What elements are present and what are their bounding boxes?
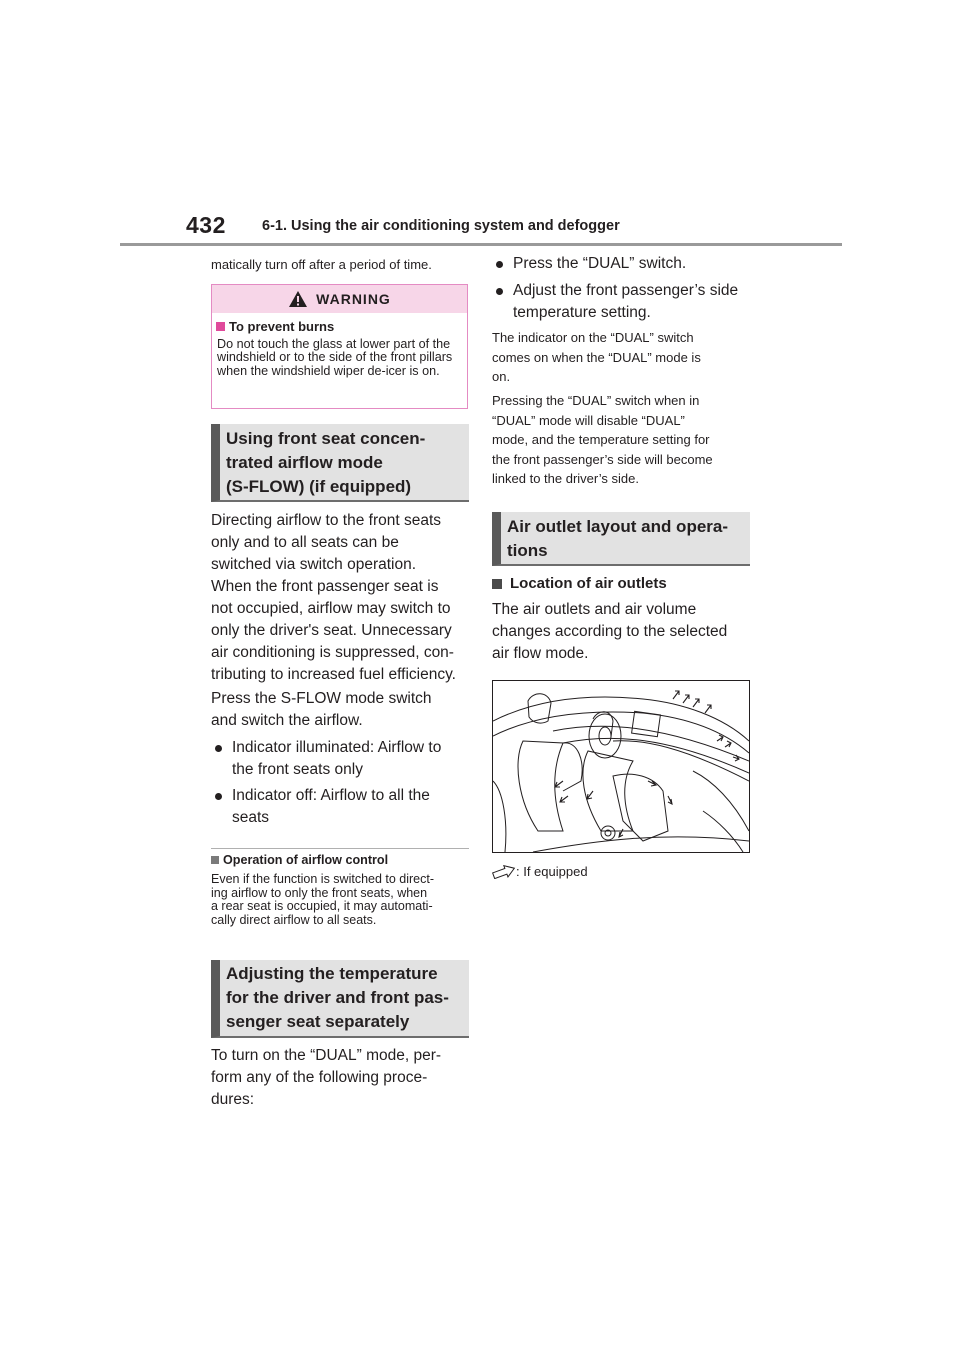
text-line: cally direct airflow to all seats.: [211, 912, 377, 927]
text-line: air conditioning is suppressed, con-: [211, 644, 454, 661]
sflow-bullet-2: [211, 785, 471, 829]
text-line: When the front passenger seat is: [211, 578, 439, 595]
text-line: mode, and the temperature setting for: [492, 432, 710, 447]
text-line: seats: [232, 809, 270, 826]
text-line: comes on when the “DUAL” mode is: [492, 349, 701, 365]
heading-line: tions: [507, 541, 548, 560]
text-line: Adjust the front passenger’s side: [513, 282, 739, 299]
dual-bullet-1: [492, 253, 752, 275]
text-line: Pressing the “DUAL” switch when in: [492, 393, 700, 408]
text-line: and switch the airflow.: [211, 712, 363, 729]
text-line: air flow mode.: [492, 645, 589, 662]
text-line: the front seats only: [232, 761, 363, 778]
car-interior-illustration: [493, 681, 749, 852]
text-line: switched via switch operation.: [211, 556, 417, 573]
text-line: The air outlets and air volume: [492, 601, 697, 618]
outlined-arrow-icon: [492, 865, 516, 879]
legend: [492, 864, 588, 879]
text-line: Indicator off: Airflow to all the: [232, 787, 430, 804]
text-line: tributing to increased fuel efficiency.: [211, 666, 456, 683]
heading-line: senger seat separately: [226, 1012, 410, 1031]
sflow-paragraph-1: [211, 510, 471, 686]
text-line: a rear seat is occupied, it may automati-: [211, 899, 433, 914]
text-line: not occupied, airflow may switch to: [211, 600, 451, 617]
note-body: [211, 873, 471, 927]
dark-square-icon: [492, 579, 502, 589]
location-heading-text: Location of air outlets: [510, 575, 667, 592]
dual-bullet-2: [492, 280, 752, 324]
intro-text: matically turn off after a period of time.: [211, 257, 432, 272]
note-heading: [211, 853, 471, 867]
outlet-heading: [492, 512, 750, 566]
warning-body: Do not touch the glass at lower part of the windshield or to the side of the front pillars when the windshield wiper de-icer is on.: [217, 337, 453, 378]
text-line: Press the “DUAL” switch.: [513, 255, 687, 272]
note-rule: [211, 848, 469, 849]
heading-line: for the driver and front pas-: [226, 988, 449, 1007]
dual-paragraph: [211, 1045, 471, 1111]
bullet-icon: [496, 288, 503, 295]
text-line: Directing airflow to the front seats: [211, 512, 442, 529]
text-line: Even if the function is switched to direct-: [211, 872, 435, 886]
location-paragraph: [492, 599, 752, 665]
heading-line: trated airflow mode: [226, 453, 383, 472]
text-line: on.: [492, 369, 511, 384]
page-number: 432: [186, 212, 226, 238]
text-line: linked to the driver’s side.: [492, 471, 639, 486]
sflow-paragraph-2: [211, 688, 471, 732]
warning-subheading-text: To prevent burns: [229, 319, 335, 334]
bullet-icon: [215, 793, 222, 800]
text-line: The indicator on the “DUAL” switch: [492, 330, 694, 345]
bullet-icon: [496, 261, 503, 268]
text-line: changes according to the selected: [492, 623, 728, 640]
heading-line: Air outlet layout and opera-: [507, 517, 729, 536]
warning-box: [211, 284, 468, 409]
warning-subheading: [216, 319, 467, 334]
dual-heading: [211, 960, 469, 1038]
pink-square-icon: [216, 322, 225, 331]
legend-text: : If equipped: [516, 864, 588, 879]
dual-note-1: [492, 328, 752, 387]
text-line: temperature setting.: [513, 304, 651, 321]
bullet-icon: [215, 745, 222, 752]
text-line: dures:: [211, 1091, 255, 1108]
dual-note-2: [492, 391, 752, 489]
location-heading: [492, 575, 752, 592]
text-line: the front passenger’s side will become: [492, 451, 713, 467]
section-title: 6-1. Using the air conditioning system and defogger: [262, 218, 620, 234]
text-line: Indicator illuminated: Airflow to: [232, 739, 442, 756]
text-line: Press the S-FLOW mode switch: [211, 690, 432, 707]
text-line: form any of the following proce-: [211, 1069, 428, 1086]
sflow-bullet-1: [211, 737, 471, 781]
header-rule: [120, 243, 842, 246]
heading-line: Adjusting the temperature: [226, 964, 438, 983]
gray-square-icon: [211, 856, 219, 864]
heading-line: Using front seat concen-: [226, 429, 426, 448]
warning-icon: [288, 290, 308, 308]
warning-header: [212, 285, 467, 313]
sflow-heading: [211, 424, 469, 502]
text-line: To turn on the “DUAL” mode, per-: [211, 1047, 442, 1064]
warning-label: WARNING: [316, 291, 391, 307]
air-outlet-illustration: [492, 680, 750, 853]
text-line: “DUAL” mode will disable “DUAL”: [492, 412, 685, 428]
heading-line: (S-FLOW) (if equipped): [226, 477, 412, 496]
text-line: only and to all seats can be: [211, 534, 399, 551]
note-heading-text: Operation of airflow control: [223, 853, 389, 867]
text-line: ing airflow to only the front seats, when: [211, 885, 428, 900]
text-line: only the driver's seat. Unnecessary: [211, 622, 452, 639]
